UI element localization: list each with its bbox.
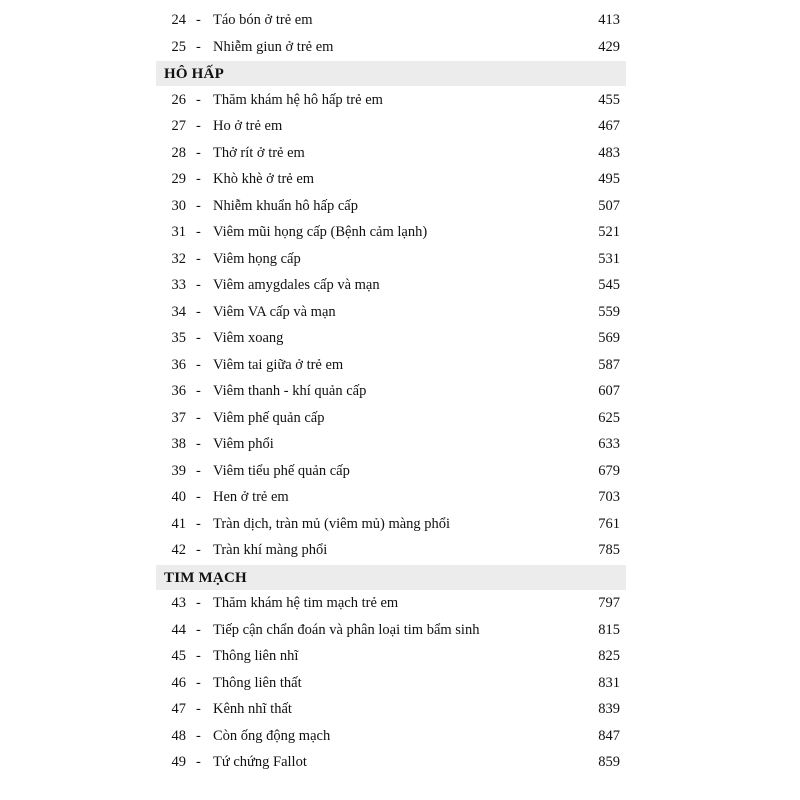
entry-title: Tứ chứng Fallot bbox=[213, 754, 307, 770]
entry-page-number: 797 bbox=[598, 595, 620, 611]
toc-entry bbox=[0, 670, 800, 697]
toc-entry bbox=[0, 431, 800, 458]
entry-title: Viêm phế quản cấp bbox=[213, 409, 325, 426]
toc-entry bbox=[0, 458, 800, 485]
entry-title: Thăm khám hệ hô hấp trẻ em bbox=[213, 91, 383, 108]
entry-separator: - bbox=[196, 648, 201, 664]
entry-number: 35 bbox=[171, 330, 186, 346]
toc-entry bbox=[0, 7, 800, 34]
entry-separator: - bbox=[196, 356, 201, 373]
entry-page-number: 831 bbox=[598, 674, 620, 691]
entry-page-number: 545 bbox=[598, 277, 620, 293]
entry-number: 26 bbox=[171, 91, 186, 108]
entry-separator: - bbox=[196, 727, 201, 744]
entry-page-number: 703 bbox=[598, 489, 620, 505]
toc-entry bbox=[0, 246, 800, 273]
section-heading bbox=[0, 60, 800, 87]
entry-separator: - bbox=[196, 171, 201, 187]
entry-page-number: 521 bbox=[598, 224, 620, 240]
entry-number: 39 bbox=[171, 462, 186, 479]
entry-separator: - bbox=[196, 754, 201, 770]
entry-number: 47 bbox=[171, 701, 186, 717]
toc-entry bbox=[0, 87, 800, 114]
entry-page-number: 587 bbox=[598, 356, 620, 373]
entry-number: 24 bbox=[171, 12, 186, 28]
toc-entry bbox=[0, 299, 800, 326]
toc-entry bbox=[0, 166, 800, 193]
entry-title: Kênh nhĩ thất bbox=[213, 701, 292, 717]
entry-separator: - bbox=[196, 674, 201, 691]
section-heading-label: TIM MẠCH bbox=[164, 569, 247, 586]
entry-number: 49 bbox=[171, 754, 186, 770]
entry-number: 29 bbox=[171, 171, 186, 187]
entry-number: 34 bbox=[171, 303, 186, 320]
entry-title: Viêm phổi bbox=[213, 436, 274, 452]
entry-separator: - bbox=[196, 595, 201, 611]
entry-number: 44 bbox=[171, 621, 186, 638]
entry-page-number: 859 bbox=[598, 754, 620, 770]
toc-entry bbox=[0, 378, 800, 405]
toc-entry bbox=[0, 590, 800, 617]
entry-separator: - bbox=[196, 224, 201, 240]
entry-separator: - bbox=[196, 621, 201, 638]
entry-separator: - bbox=[196, 38, 201, 55]
entry-page-number: 839 bbox=[598, 701, 620, 717]
entry-separator: - bbox=[196, 436, 201, 452]
entry-separator: - bbox=[196, 91, 201, 108]
entry-separator: - bbox=[196, 12, 201, 28]
entry-number: 33 bbox=[171, 277, 186, 293]
entry-title: Khò khè ở trẻ em bbox=[213, 171, 315, 187]
entry-title: Thông liên nhĩ bbox=[213, 648, 299, 664]
entry-number: 41 bbox=[171, 515, 186, 532]
toc-entry bbox=[0, 140, 800, 167]
toc-entry bbox=[0, 723, 800, 750]
entry-title: Viêm xoang bbox=[213, 330, 284, 346]
entry-separator: - bbox=[196, 277, 201, 293]
entry-page-number: 413 bbox=[598, 12, 620, 28]
entry-separator: - bbox=[196, 489, 201, 505]
entry-number: 32 bbox=[171, 250, 186, 267]
entry-number: 36 bbox=[171, 383, 186, 399]
entry-page-number: 531 bbox=[598, 250, 620, 267]
table-of-contents bbox=[0, 7, 800, 776]
entry-separator: - bbox=[196, 409, 201, 426]
entry-separator: - bbox=[196, 462, 201, 479]
entry-title: Còn ống động mạch bbox=[213, 727, 331, 744]
entry-page-number: 825 bbox=[598, 648, 620, 664]
entry-page-number: 569 bbox=[598, 330, 620, 346]
entry-page-number: 625 bbox=[598, 409, 620, 426]
toc-entry bbox=[0, 749, 800, 776]
toc-entry bbox=[0, 219, 800, 246]
entry-page-number: 467 bbox=[598, 118, 620, 134]
entry-title: Tràn dịch, tràn mủ (viêm mủ) màng phổi bbox=[213, 515, 451, 532]
toc-entry bbox=[0, 113, 800, 140]
entry-number: 40 bbox=[171, 489, 186, 505]
entry-page-number: 633 bbox=[598, 436, 620, 452]
entry-separator: - bbox=[196, 542, 201, 558]
entry-number: 42 bbox=[171, 542, 186, 558]
toc-entry bbox=[0, 696, 800, 723]
entry-title: Tràn khí màng phổi bbox=[213, 542, 328, 558]
entry-title: Thở rít ở trẻ em bbox=[213, 144, 305, 161]
entry-page-number: 455 bbox=[598, 91, 620, 108]
toc-entry bbox=[0, 405, 800, 432]
entry-separator: - bbox=[196, 250, 201, 267]
entry-title: Thông liên thất bbox=[213, 674, 302, 691]
entry-title: Viêm VA cấp và mạn bbox=[213, 303, 336, 320]
section-heading-band bbox=[156, 61, 626, 86]
toc-entry bbox=[0, 484, 800, 511]
entry-title: Viêm mũi họng cấp (Bệnh cảm lạnh) bbox=[213, 224, 428, 240]
entry-title: Hen ở trẻ em bbox=[213, 489, 289, 505]
entry-title: Nhiễm giun ở trẻ em bbox=[213, 38, 334, 55]
entry-title: Viêm tai giữa ở trẻ em bbox=[213, 356, 344, 373]
entry-number: 28 bbox=[171, 144, 186, 161]
entry-number: 48 bbox=[171, 727, 186, 744]
toc-entry bbox=[0, 511, 800, 538]
toc-entry bbox=[0, 34, 800, 61]
toc-entry bbox=[0, 193, 800, 220]
entry-separator: - bbox=[196, 197, 201, 214]
entry-page-number: 847 bbox=[598, 727, 620, 744]
toc-entry bbox=[0, 352, 800, 379]
toc-entry bbox=[0, 272, 800, 299]
entry-number: 37 bbox=[171, 409, 186, 426]
toc-entry bbox=[0, 537, 800, 564]
entry-title: Viêm tiểu phế quản cấp bbox=[213, 462, 350, 479]
entry-separator: - bbox=[196, 118, 201, 134]
entry-number: 31 bbox=[171, 224, 186, 240]
entry-separator: - bbox=[196, 303, 201, 320]
entry-page-number: 429 bbox=[598, 38, 620, 55]
toc-entry bbox=[0, 643, 800, 670]
entry-number: 36 bbox=[171, 356, 186, 373]
entry-page-number: 785 bbox=[598, 542, 620, 558]
entry-separator: - bbox=[196, 515, 201, 532]
entry-separator: - bbox=[196, 383, 201, 399]
section-heading-label: HÔ HẤP bbox=[164, 66, 224, 82]
entry-separator: - bbox=[196, 144, 201, 161]
entry-title: Tiếp cận chẩn đoán và phân loại tim bẩm sinh bbox=[213, 621, 480, 638]
entry-number: 43 bbox=[171, 595, 186, 611]
entry-number: 45 bbox=[171, 648, 186, 664]
entry-number: 30 bbox=[171, 197, 186, 214]
entry-title: Táo bón ở trẻ em bbox=[213, 12, 313, 28]
entry-page-number: 495 bbox=[598, 171, 620, 187]
entry-separator: - bbox=[196, 701, 201, 717]
entry-title: Thăm khám hệ tim mạch trẻ em bbox=[213, 595, 399, 611]
entry-title: Viêm họng cấp bbox=[213, 250, 301, 267]
entry-separator: - bbox=[196, 330, 201, 346]
entry-title: Viêm thanh - khí quản cấp bbox=[213, 383, 367, 399]
entry-page-number: 815 bbox=[598, 621, 620, 638]
section-heading bbox=[0, 564, 800, 591]
entry-page-number: 559 bbox=[598, 303, 620, 320]
toc-entry bbox=[0, 325, 800, 352]
entry-number: 38 bbox=[171, 436, 186, 452]
entry-title: Nhiễm khuẩn hô hấp cấp bbox=[213, 197, 358, 214]
entry-page-number: 483 bbox=[598, 144, 620, 161]
entry-page-number: 607 bbox=[598, 383, 620, 399]
entry-number: 25 bbox=[171, 38, 186, 55]
entry-page-number: 761 bbox=[598, 515, 620, 532]
toc-entry bbox=[0, 617, 800, 644]
entry-title: Ho ở trẻ em bbox=[213, 118, 283, 134]
entry-number: 27 bbox=[171, 118, 186, 134]
entry-title: Viêm amygdales cấp và mạn bbox=[213, 277, 380, 293]
entry-number: 46 bbox=[171, 674, 186, 691]
entry-page-number: 679 bbox=[598, 462, 620, 479]
entry-page-number: 507 bbox=[598, 197, 620, 214]
